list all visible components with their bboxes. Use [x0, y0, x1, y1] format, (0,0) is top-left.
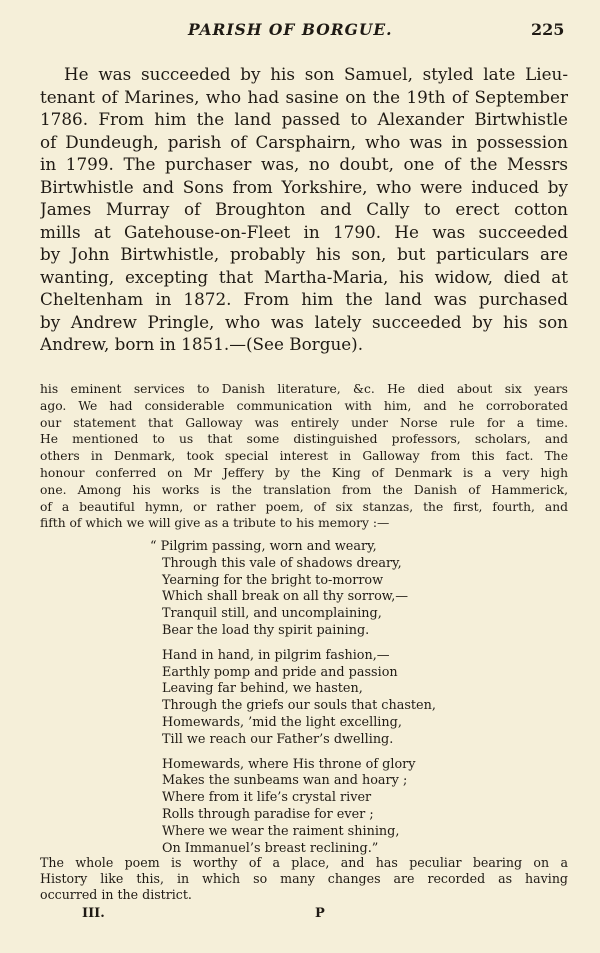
- footnote-line: his eminent services to Danish literature, &c. He died about six years: [40, 382, 568, 396]
- hymn-poem: [150, 539, 570, 865]
- text-line: by Andrew Pringle, who was lately succeeded by his son: [40, 311, 568, 332]
- text-line: occurred in the district.: [40, 887, 192, 903]
- text-line: History like this, in which so many changes are recorded as having: [40, 871, 568, 887]
- footnote-continuation: [40, 381, 568, 532]
- text-line: Andrew, born in 1851.—(See Borgue).: [40, 334, 364, 354]
- text-line: The whole poem is worthy of a place, and has peculiar bearing on a: [40, 855, 568, 870]
- verse-line: Yearning for the bright to-morrow: [162, 572, 384, 588]
- stanza-first: [150, 539, 570, 640]
- verse-line: Tranquil still, and uncomplaining,: [162, 606, 382, 622]
- verse-line: Earthly pomp and pride and passion: [162, 664, 398, 680]
- footnote-line: one. Among his works is the translation from the Danish of Hammerick,: [40, 482, 568, 497]
- footnote-line: our statement that Galloway was entirely under Norse rule for a time.: [40, 415, 568, 430]
- verse-line: Where we wear the raiment shining,: [162, 823, 400, 839]
- text-line: tenant of Marines, who had sasine on the 19th of September: [40, 86, 568, 107]
- verse-line: Rolls through paradise for ever ;: [162, 806, 374, 822]
- text-line: in 1799. The purchaser was, no doubt, one of the Messrs: [40, 154, 568, 174]
- text-line: James Murray of Broughton and Cally to erect cotton: [40, 199, 568, 219]
- footnote-line: others in Denmark, took special interest in Galloway from this fact. The: [40, 449, 568, 464]
- verse-line: Homewards, ’mid the light excelling,: [162, 714, 402, 730]
- verse-line: Till we reach our Father’s dwelling.: [162, 731, 394, 747]
- footnote-line: honour conferred on Mr Jeffery by the King of Denmark is a very high: [40, 465, 568, 480]
- verse-line: Makes the sunbeams wan and hoary ;: [162, 773, 408, 789]
- text-line: mills at Gatehouse-on-Fleet in 1790. He was succeeded: [40, 221, 568, 242]
- text-line: Birtwhistle and Sons from Yorkshire, who were induced by: [40, 176, 568, 197]
- verse-line: Through the griefs our souls that chasten,: [162, 698, 436, 714]
- closing-paragraph: [40, 855, 568, 904]
- stanza-fifth: [150, 757, 570, 858]
- stanza-fourth: [150, 648, 570, 749]
- text-line: wanting, excepting that Martha-Maria, his widow, died at: [40, 266, 568, 287]
- text-line: Cheltenham in 1872. From him the land was purchased: [40, 289, 568, 309]
- page-number: 225: [531, 20, 565, 39]
- verse-line: Hand in hand, in pilgrim fashion,—: [162, 647, 390, 663]
- footnote-line: fifth of which we will give as a tribute to his memory :—: [40, 516, 390, 531]
- sheet-signature: P: [315, 906, 325, 921]
- text-line: 1786. From him the land passed to Alexander Birtwhistle: [40, 109, 568, 129]
- verse-line: “ Pilgrim passing, worn and weary,: [150, 539, 377, 554]
- verse-line: Homewards, where His throne of glory: [162, 756, 416, 772]
- running-title: PARISH OF BORGUE.: [188, 20, 393, 39]
- text-line: He was succeeded by his son Samuel, styled late Lieu-: [64, 64, 568, 84]
- verse-line: Where from it life’s crystal river: [162, 790, 372, 806]
- verse-line: Bear the load thy spirit paining.: [162, 622, 370, 638]
- text-line: of Dundeugh, parish of Carsphairn, who was in possession: [40, 131, 568, 152]
- footnote-line: ago. We had considerable communication with him, and he corroborated: [40, 398, 568, 413]
- page-header: [0, 20, 600, 44]
- verse-line: Through this vale of shadows dreary,: [162, 555, 402, 571]
- text-line: by John Birtwhistle, probably his son, but particulars are: [40, 244, 568, 264]
- footnote-line: of a beautiful hymn, or rather poem, of six stanzas, the first, fourth, and: [40, 499, 568, 514]
- footnote-line: He mentioned to us that some distinguished professors, scholars, and: [40, 432, 568, 447]
- verse-line: Which shall break on all thy sorrow,—: [162, 589, 409, 605]
- main-paragraph: [40, 63, 568, 356]
- verse-line: Leaving far behind, we hasten,: [162, 681, 363, 697]
- volume-signature: III.: [82, 906, 105, 921]
- verse-line: On Immanuel’s breast reclining.”: [162, 840, 379, 856]
